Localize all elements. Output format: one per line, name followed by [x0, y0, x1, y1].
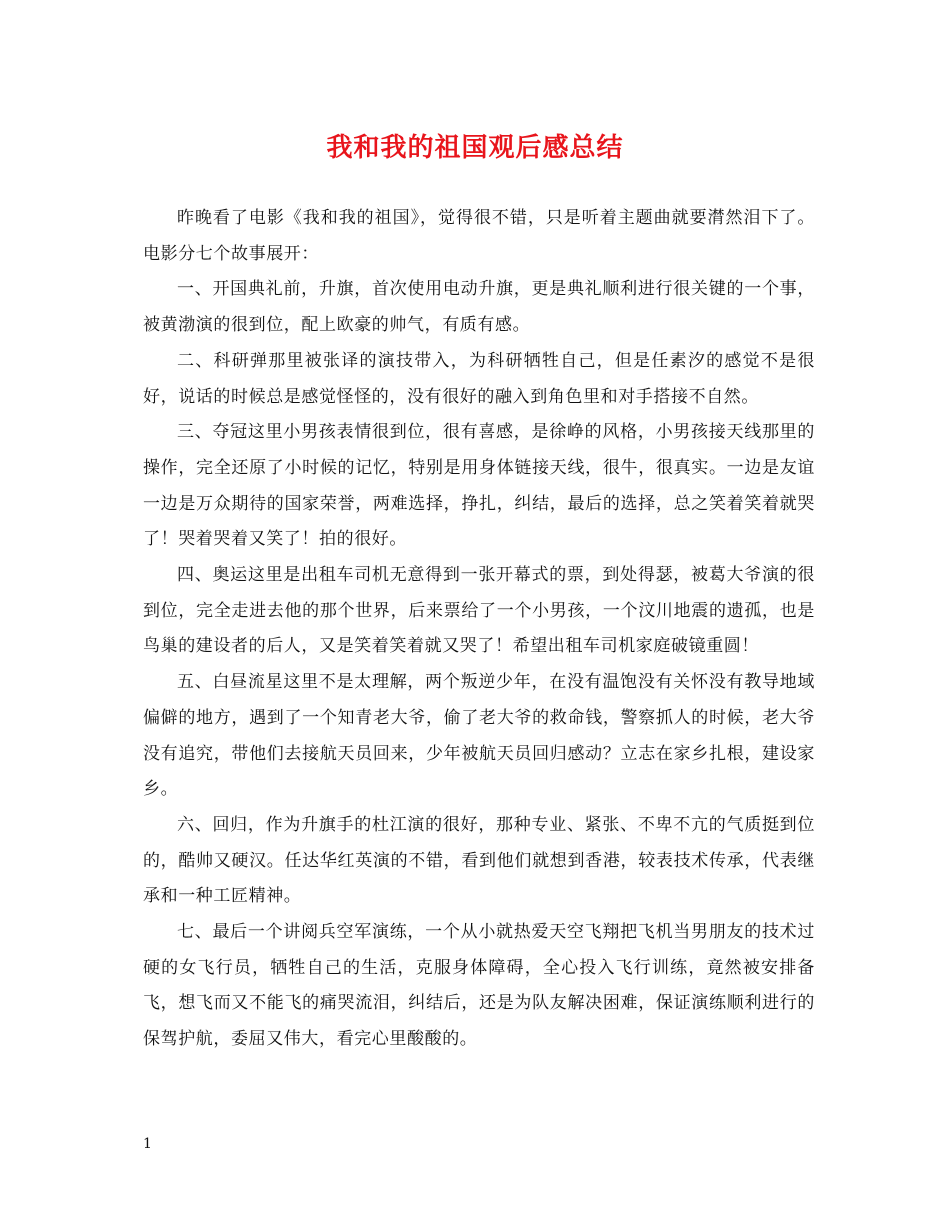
paragraph-story-1: 一、开国典礼前，升旗，首次使用电动升旗，更是典礼顺利进行很关键的一个事，被黄渤演的很到位，配上欧豪的帅气，有质有感。: [143, 279, 815, 336]
paragraph-story-2: 二、科研弹那里被张译的演技带入，为科研牺牲自己，但是任素汐的感觉不是很好，说话的时候总是感觉怪怪的，没有很好的融入到角色里和对手搭接不自然。: [143, 350, 815, 407]
document-title: 我和我的祖国观后感总结: [326, 133, 624, 163]
document-body: [143, 201, 815, 1058]
page-number: 1: [143, 1136, 152, 1152]
paragraph-story-5: 五、白昼流星这里不是太理解，两个叛逆少年，在没有温饱没有关怀没有教导地域偏僻的地方，遇到了一个知青老大爷，偷了老大爷的救命钱，警察抓人的时候，老大爷没有追究，带他们去接航天员回来，少年被航天员回归感动？立志在家乡扎根，建设家乡。: [143, 672, 815, 800]
paragraph-story-6: 六、回归，作为升旗手的杜江演的很好，那种专业、紧张、不卑不亢的气质挺到位的，酷帅又硬汉。任达华红英演的不错，看到他们就想到香港，较表技术传承，代表继承和一种工匠精神。: [143, 814, 815, 907]
paragraph-story-7: 七、最后一个讲阅兵空军演练，一个从小就热爱天空飞翔把飞机当男朋友的技术过硬的女飞行员，牺牲自己的生活，克服身体障碍，全心投入飞行训练，竟然被安排备飞，想飞而又不能飞的痛哭流泪，纠结后，还是为队友解决困难，保证演练顺利进行的保驾护航，委屈又伟大，看完心里酸酸的。: [143, 922, 815, 1050]
paragraph-story-3: 三、夺冠这里小男孩表情很到位，很有喜感，是徐峥的风格，小男孩接天线那里的操作，完全还原了小时候的记忆，特别是用身体链接天线，很牛，很真实。一边是友谊一边是万众期待的国家荣誉，两难选择，挣扎，纠结，最后的选择，总之笑着笑着就哭了！哭着哭着又笑了！拍的很好。: [143, 422, 815, 550]
paragraph-story-4: 四、奥运这里是出租车司机无意得到一张开幕式的票，到处得瑟，被葛大爷演的很到位，完全走进去他的那个世界，后来票给了一个小男孩，一个汶川地震的遗孤，也是鸟巢的建设者的后人，又是笑着笑着就又哭了！希望出租车司机家庭破镜重圆！: [143, 565, 815, 657]
paragraph-intro: 昨晚看了电影《我和我的祖国》，觉得很不错，只是听着主题曲就要潸然泪下了。电影分七个故事展开：: [143, 208, 815, 264]
